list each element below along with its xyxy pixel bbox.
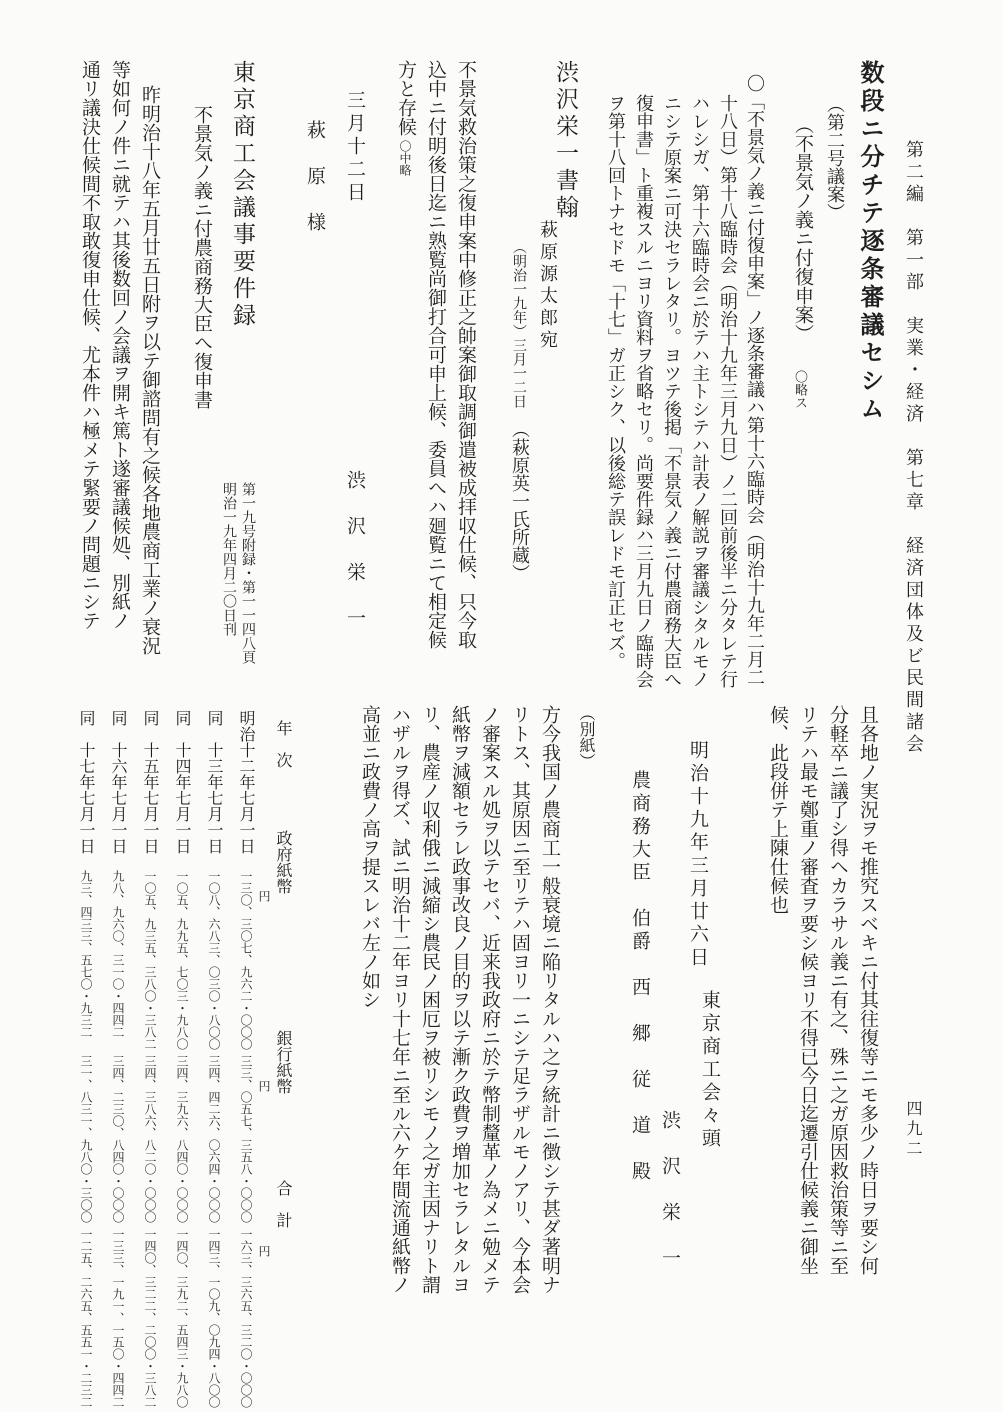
sign-date: 明治十九年三月廿六日 xyxy=(687,740,709,970)
table-header-government-notes: 政府紙幣 xyxy=(274,830,293,894)
table-unit: 円 xyxy=(257,1245,271,1257)
table-cell-bank: 三一、八三一、九八〇・三〇〇 xyxy=(79,1055,93,1223)
table-cell-government: 一〇五、九三五、三八〇・三八二 xyxy=(143,870,157,1050)
letter-addressee: 萩原源太郎宛 xyxy=(537,220,558,352)
table-cell-government: 九三、四三三、五七〇・九三二 xyxy=(79,870,93,1038)
table-cell-government: 一〇八、六八三、〇三〇・八〇〇 xyxy=(207,870,221,1050)
record-line-1: 昨明治十八年五月廿五日附ヲ以テ御諮問有之候各地農商工業ノ衰況 xyxy=(139,85,161,655)
table-cell-total: 一三三、一九一、一五〇・四四二 xyxy=(111,1228,125,1408)
record-line-2: 等如何ノ件ニ就テハ其後数回ノ会議ヲ開キ篤ト遂審議候処、別紙ノ xyxy=(109,60,131,630)
table-unit: 円 xyxy=(257,1080,271,1092)
appendix-line-4: 紙幣ヲ減額セラレ政事改良ノ目的ヲ以テ漸ク政費ヲ増加セラレタルヨ xyxy=(449,705,471,1294)
letter-line-1: 不景気救治策之復申案中修正之帥案御取調御遣被成拝収仕候、只今取 xyxy=(455,60,477,649)
table-cell-bank: 三四、三九六、八四〇・〇〇〇 xyxy=(175,1055,189,1223)
heading-note: 〇略ス xyxy=(792,370,807,409)
table-cell-bank: 三四、二三〇、八四〇・〇〇〇 xyxy=(111,1055,125,1223)
table-cell-bank: 三四、四二六、〇六四・〇〇〇 xyxy=(207,1055,221,1223)
letter-title: 渋沢栄一書翰 xyxy=(552,60,578,222)
continuation-line-1: 且各地ノ実況ヲモ推究スベキニ付其往復等ニモ多少ノ時日ヲ要シ何 xyxy=(857,705,879,1275)
running-head: 第二編 第一部 実業・経済 第七章 経済団体及ビ民間諸会 xyxy=(903,140,924,756)
note-line-1: 〇「不景気ノ義ニ付復申案」ノ逐条審議ハ第十六臨時会（明治十九年二月二 xyxy=(744,74,765,686)
note-line-3: ハレシガ、第十六臨時会ニ於テハ主トシテハ計表ノ解説ヲ審議シタルモノ xyxy=(689,94,710,688)
table-cell-year: 同 十四年七月一日 xyxy=(173,710,192,854)
table-cell-total: 一四〇、三二二、二〇〇・三八二 xyxy=(143,1228,157,1408)
letter-line-3: 方と存候 xyxy=(395,60,417,136)
letter-line-2: 込中ニ付明後日迄ニ熟覧尚御打合可申上候、委員へハ廻覧ニて相定候 xyxy=(425,60,447,649)
table-header-bank-notes: 銀行紙幣 xyxy=(274,1030,293,1094)
sign-addressee: 農商務大臣 伯爵 西 郷 従 道 殿 xyxy=(629,770,651,1184)
appendix-line-1: 方今我国ノ農商工一般衰境ニ陥リタルハ之ヲ統計ニ徴シテ甚ダ著明ナ xyxy=(539,705,561,1294)
continuation-line-3: リテハ最モ鄭重ノ審査ヲ要シ候ヨリ不得已今日迄遷引仕候義ニ御坐 xyxy=(797,705,819,1275)
sub-title: （第二号議案） xyxy=(824,95,845,221)
table-header-total: 合 計 xyxy=(274,1180,293,1228)
note-line-5: 復申書」ト重複スルニヨリ資料ヲ省略セリ。尚要件録ハ三月九日ノ臨時会 xyxy=(633,94,654,688)
sign-name: 渋 沢 栄 一 xyxy=(659,1110,681,1271)
note-line-6: ヲ第十八回トナセドモ「十七」ガ正シク、以後総テ誤レドモ訂正セズ。 xyxy=(605,94,626,670)
note-line-2: 十八日）第十八臨時会（明治十九年三月九日）ノ二回前後半ニ分タレテ行 xyxy=(717,94,738,688)
letter-source: （萩原英一氏所蔵） xyxy=(509,420,530,582)
table-cell-bank: 三三、〇五七、三五八・〇〇〇 xyxy=(239,1055,253,1223)
table-cell-total: 一二五、二六五、五五一・二三二 xyxy=(79,1228,93,1408)
record-title: 東京商工会議事要件録 xyxy=(229,60,255,330)
record-ref-date: 明治一九年四月二〇日刊 xyxy=(221,482,237,636)
record-ref: 第一九号附録・第一一四八頁 xyxy=(240,482,256,664)
appendix-label: （別紙） xyxy=(577,705,596,769)
proposal-heading: （不景気ノ義ニ付復申案） xyxy=(792,115,814,343)
letter-note: 〇中略 xyxy=(398,140,412,176)
table-cell-total: 一四〇、三九二、五四三・九八〇 xyxy=(175,1228,189,1408)
section-title: 数段ニ分チテ逐条審議セシム xyxy=(856,60,885,424)
appendix-line-5: リ、農産ノ収利俄ニ減縮シ農民ノ困厄ヲ被リシモノ之ガ主因ナリト謂 xyxy=(419,705,441,1294)
page-number: 四九二 xyxy=(904,1100,923,1160)
table-cell-government: 九八、九六〇、三一〇・四四二 xyxy=(111,870,125,1038)
sign-org: 東京商工会々頭 xyxy=(699,990,721,1151)
note-line-4: ニシテ原案ニ可決セラレタリ。ヨツテ後掲「不景気ノ義ニ付農商務大臣へ xyxy=(661,94,682,688)
table-cell-government: 一三〇、三〇七、九六二・〇〇〇 xyxy=(239,870,253,1050)
table-cell-total: 一四三、一〇九、〇九四・八〇〇 xyxy=(207,1228,221,1408)
table-cell-total: 一六三、三六五、三二〇・〇〇〇 xyxy=(239,1228,253,1408)
continuation-line-4: 候、此段併テ上陳仕候也 xyxy=(767,705,789,914)
letter-date: （明治一九年）三月一二日 xyxy=(511,240,527,408)
continuation-line-2: 分軽卒ニ議了シ得ヘカラサル義ニ有之、殊ニ之ガ原因救治策等ニ至 xyxy=(827,705,849,1275)
table-cell-year: 同 十三年七月一日 xyxy=(205,710,224,854)
record-heading: 不景気ノ義ニ付農商務大臣へ復申書 xyxy=(191,105,213,409)
appendix-line-6: ハザルヲ得ズ、試ニ明治十二年ヨリ十七年ニ至ル六ケ年間流通紙幣ノ xyxy=(389,705,411,1294)
table-cell-bank: 三四、三八六、八二〇・〇〇〇 xyxy=(143,1055,157,1223)
record-line-3: 通リ議決仕候間不取敢復申仕候、尤本件ハ極メテ緊要ノ問題ニシテ xyxy=(79,60,101,630)
table-cell-year: 同 十六年七月一日 xyxy=(109,710,128,854)
table-cell-year: 同 十七年七月一日 xyxy=(77,710,96,854)
table-cell-year: 明治十二年七月一日 xyxy=(237,710,256,854)
appendix-line-7: 高並ニ政費ノ高ヲ提スレバ左ノ如シ xyxy=(359,705,381,1009)
appendix-line-3: ノ審案スル処ヲ以テセバ、近来我政府ニ於テ幣制釐革ノ為メニ勉メテ xyxy=(479,705,501,1294)
table-unit: 円 xyxy=(257,890,271,902)
table-cell-government: 一〇五、九九五、七〇三・九八〇 xyxy=(175,870,189,1050)
letter-date-line: 三月十二日 xyxy=(344,90,366,205)
table-cell-year: 同 十五年七月一日 xyxy=(141,710,160,854)
letter-recipient: 萩 原 様 xyxy=(304,120,326,235)
letter-sender: 渋 沢 栄 一 xyxy=(344,470,366,631)
table-header-year: 年 次 xyxy=(274,720,293,768)
appendix-line-2: リトス、其原因ニ至リテハ固ヨリ一ニシテ足ラザルモノアリ、今本会 xyxy=(509,705,531,1294)
